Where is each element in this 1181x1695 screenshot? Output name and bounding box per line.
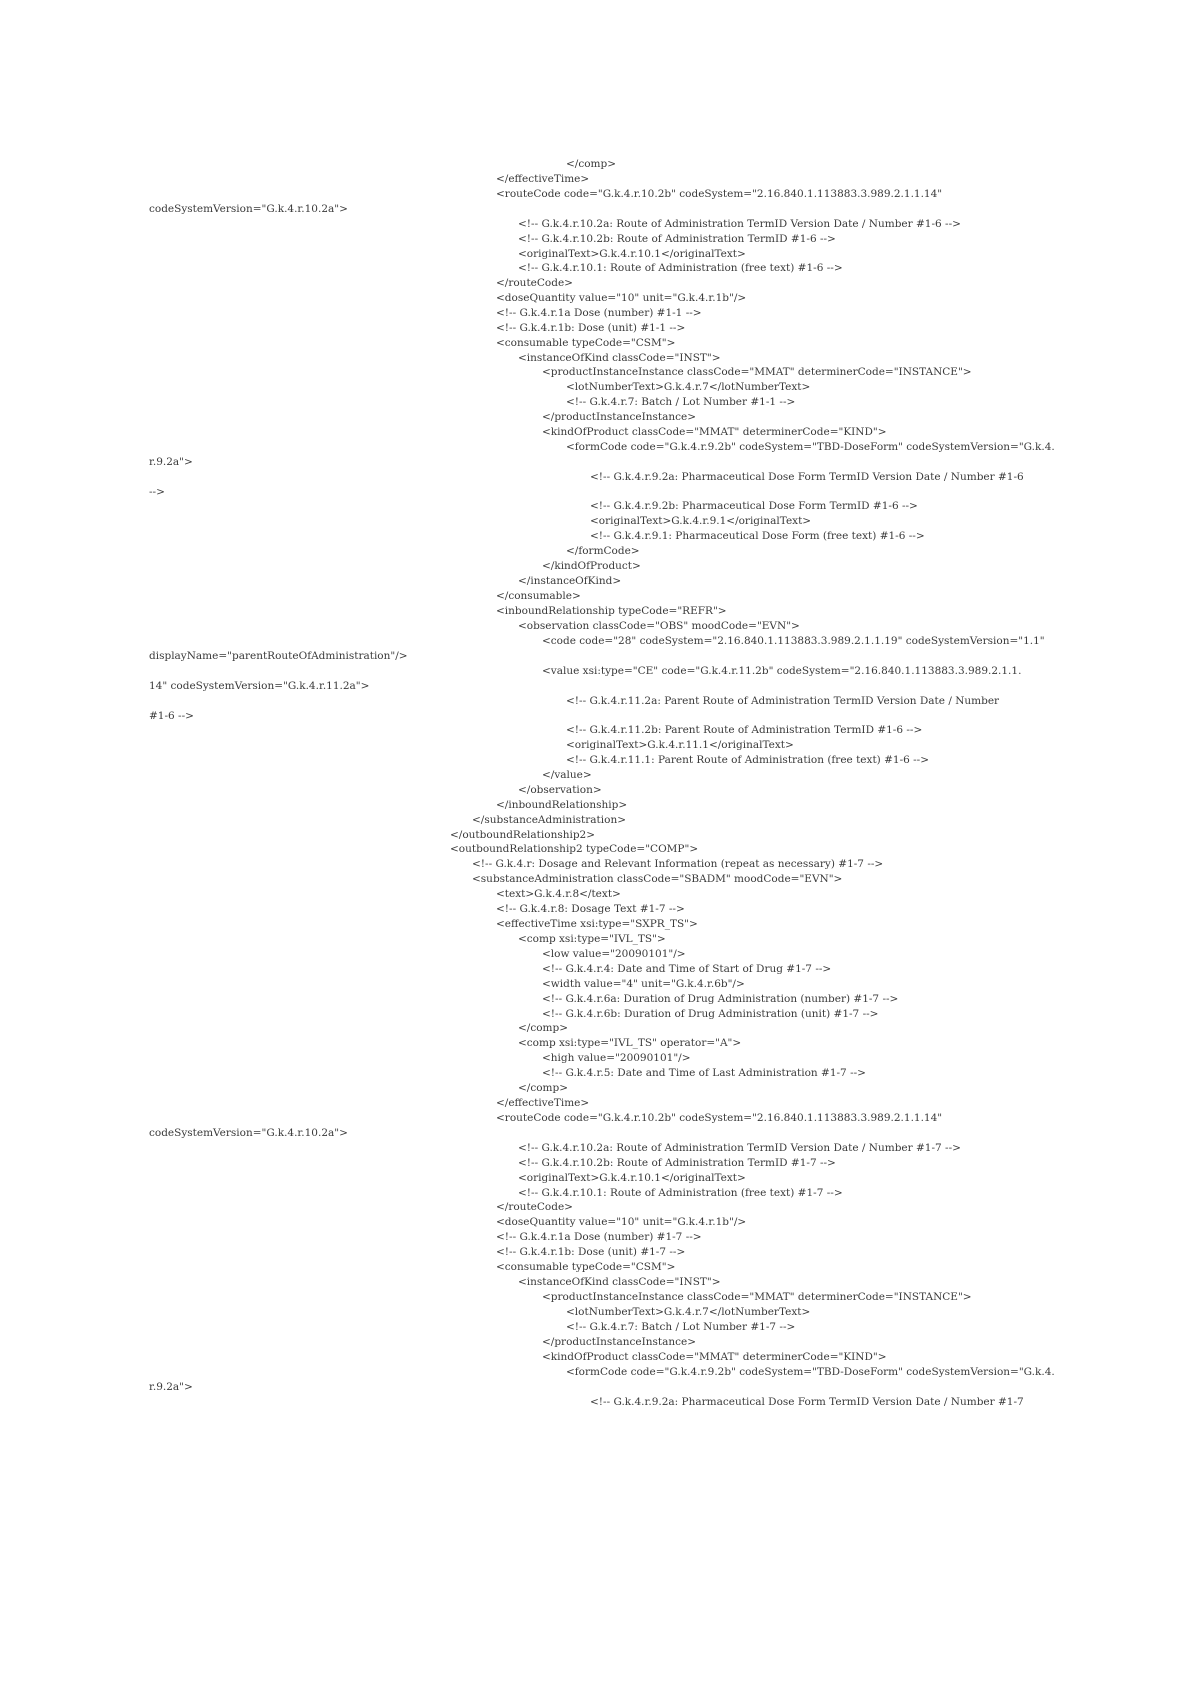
code-line: <comp xsi:type="IVL_TS" operator="A"> [518,1037,742,1049]
code-line: <!-- G.k.4.r.11.1: Parent Route of Administration (free text) #1-6 --> [566,754,930,766]
code-line: <!-- G.k.4.r.10.2b: Route of Administration TermID #1-7 --> [518,1157,836,1169]
code-line: <productInstanceInstance classCode="MMAT" determinerCode="INSTANCE"> [542,366,972,378]
code-line: <effectiveTime xsi:type="SXPR_TS"> [496,918,698,930]
code-line: <!-- G.k.4.r.10.2b: Route of Administration TermID #1-6 --> [518,233,836,245]
code-line: </comp> [566,158,617,170]
code-line: <inboundRelationship typeCode="REFR"> [496,605,727,617]
code-line: <instanceOfKind classCode="INST"> [518,1276,721,1288]
code-line: <high value="20090101"/> [542,1052,691,1064]
code-line: <originalText>G.k.4.r.10.1</originalText> [518,248,746,260]
code-line: <!-- G.k.4.r.5: Date and Time of Last Administration #1-7 --> [542,1067,866,1079]
code-line: </routeCode> [496,277,573,289]
code-line: <!-- G.k.4.r.6b: Duration of Drug Administration (unit) #1-7 --> [542,1008,879,1020]
code-line: <kindOfProduct classCode="MMAT" determinerCode="KIND"> [542,1351,887,1363]
code-line: <productInstanceInstance classCode="MMAT" determinerCode="INSTANCE"> [542,1291,972,1303]
code-line: <!-- G.k.4.r.7: Batch / Lot Number #1-7 --> [566,1321,796,1333]
code-line: <lotNumberText>G.k.4.r.7</lotNumberText> [566,1306,811,1318]
code-line: </value> [542,769,592,781]
code-line: --> [149,486,165,498]
code-line: <!-- G.k.4.r.1a Dose (number) #1-1 --> [496,307,702,319]
code-line: </effectiveTime> [496,173,590,185]
code-line: </productInstanceInstance> [542,411,697,423]
code-line: <!-- G.k.4.r: Dosage and Relevant Information (repeat as necessary) #1-7 --> [472,858,884,870]
code-line: <originalText>G.k.4.r.11.1</originalText> [566,739,794,751]
code-line: r.9.2a"> [149,1381,193,1393]
code-line: codeSystemVersion="G.k.4.r.10.2a"> [149,1127,348,1139]
code-line: <!-- G.k.4.r.7: Batch / Lot Number #1-1 --> [566,396,796,408]
code-line: <!-- G.k.4.r.1a Dose (number) #1-7 --> [496,1231,702,1243]
code-line: <!-- G.k.4.r.10.1: Route of Administration (free text) #1-7 --> [518,1187,843,1199]
code-line: <!-- G.k.4.r.1b: Dose (unit) #1-7 --> [496,1246,686,1258]
code-line: codeSystemVersion="G.k.4.r.10.2a"> [149,203,348,215]
code-line: <!-- G.k.4.r.4: Date and Time of Start of Drug #1-7 --> [542,963,832,975]
code-line: displayName="parentRouteOfAdministration"/> [149,650,408,662]
code-line: <low value="20090101"/> [542,948,686,960]
code-line: </observation> [518,784,602,796]
code-line: </routeCode> [496,1201,573,1213]
code-line: <outboundRelationship2 typeCode="COMP"> [450,843,699,855]
code-line: <originalText>G.k.4.r.9.1</originalText> [590,515,812,527]
code-line: </outboundRelationship2> [450,829,596,841]
code-line: <value xsi:type="CE" code="G.k.4.r.11.2b" codeSystem="2.16.840.1.113883.3.989.2.1.1. [542,665,1022,677]
code-line: <doseQuantity value="10" unit="G.k.4.r.1b"/> [496,292,747,304]
code-line: <!-- G.k.4.r.9.2a: Pharmaceutical Dose Form TermID Version Date / Number #1-7 [590,1396,1024,1408]
code-line: <!-- G.k.4.r.1b: Dose (unit) #1-1 --> [496,322,686,334]
code-line: <!-- G.k.4.r.11.2b: Parent Route of Administration TermID #1-6 --> [566,724,923,736]
code-line: </consumable> [496,590,581,602]
code-line: <lotNumberText>G.k.4.r.7</lotNumberText> [566,381,811,393]
code-line: #1-6 --> [149,710,194,722]
code-line: <observation classCode="OBS" moodCode="EVN"> [518,620,800,632]
code-line: <originalText>G.k.4.r.10.1</originalText> [518,1172,746,1184]
code-line: <text>G.k.4.r.8</text> [496,888,621,900]
code-line: <substanceAdministration classCode="SBADM" moodCode="EVN"> [472,873,843,885]
code-line: <!-- G.k.4.r.9.1: Pharmaceutical Dose Form (free text) #1-6 --> [590,530,925,542]
code-line: <!-- G.k.4.r.6a: Duration of Drug Administration (number) #1-7 --> [542,993,899,1005]
code-line: </comp> [518,1082,569,1094]
code-line: <kindOfProduct classCode="MMAT" determinerCode="KIND"> [542,426,887,438]
code-line: <comp xsi:type="IVL_TS"> [518,933,666,945]
code-line: <doseQuantity value="10" unit="G.k.4.r.1b"/> [496,1216,747,1228]
code-line: <instanceOfKind classCode="INST"> [518,352,721,364]
code-line: r.9.2a"> [149,456,193,468]
code-line: <formCode code="G.k.4.r.9.2b" codeSystem="TBD-DoseForm" codeSystemVersion="G.k.4. [566,1366,1055,1378]
code-line: </instanceOfKind> [518,575,622,587]
code-line: <code code="28" codeSystem="2.16.840.1.113883.3.989.2.1.1.19" codeSystemVersion="1.1" [542,635,1045,647]
code-line: </kindOfProduct> [542,560,641,572]
code-line: <!-- G.k.4.r.10.1: Route of Administration (free text) #1-6 --> [518,262,843,274]
code-line: 14" codeSystemVersion="G.k.4.r.11.2a"> [149,680,370,692]
code-line: <!-- G.k.4.r.10.2a: Route of Administration TermID Version Date / Number #1-7 --> [518,1142,961,1154]
code-line: </effectiveTime> [496,1097,590,1109]
code-line: <consumable typeCode="CSM"> [496,337,676,349]
code-line: </substanceAdministration> [472,814,627,826]
code-line: <routeCode code="G.k.4.r.10.2b" codeSystem="2.16.840.1.113883.3.989.2.1.1.14" [496,188,943,200]
code-line: <!-- G.k.4.r.9.2a: Pharmaceutical Dose Form TermID Version Date / Number #1-6 [590,471,1024,483]
code-line: </formCode> [566,545,640,557]
code-line: </inboundRelationship> [496,799,628,811]
code-line: <formCode code="G.k.4.r.9.2b" codeSystem="TBD-DoseForm" codeSystemVersion="G.k.4. [566,441,1055,453]
code-line: </productInstanceInstance> [542,1336,697,1348]
code-line: <width value="4" unit="G.k.4.r.6b"/> [542,978,745,990]
code-line: </comp> [518,1022,569,1034]
code-line: <!-- G.k.4.r.8: Dosage Text #1-7 --> [496,903,685,915]
code-line: <!-- G.k.4.r.11.2a: Parent Route of Administration TermID Version Date / Number [566,695,1000,707]
code-line: <routeCode code="G.k.4.r.10.2b" codeSystem="2.16.840.1.113883.3.989.2.1.1.14" [496,1112,943,1124]
code-line: <!-- G.k.4.r.9.2b: Pharmaceutical Dose Form TermID #1-6 --> [590,500,918,512]
code-line: <consumable typeCode="CSM"> [496,1261,676,1273]
code-line: <!-- G.k.4.r.10.2a: Route of Administration TermID Version Date / Number #1-6 --> [518,218,961,230]
